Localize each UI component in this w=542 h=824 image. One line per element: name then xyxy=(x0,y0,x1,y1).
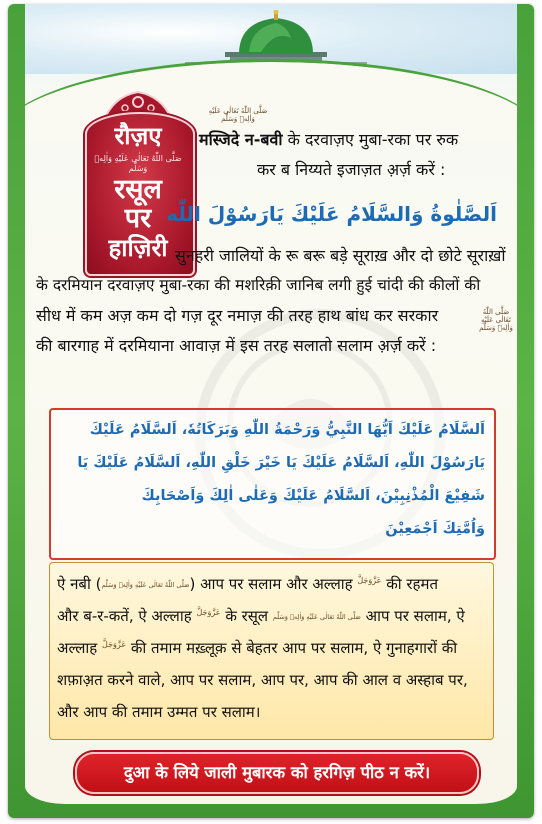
salam-line-4: وَاُمَّتِكَ اَجْمَعِيْنَ xyxy=(385,521,485,537)
tr-l2b: के रसूल xyxy=(220,607,269,625)
tr-l2c: आप पर सलाम, ऐ xyxy=(360,607,465,625)
badge-line1: रौज़ए xyxy=(114,122,162,150)
tr-l1b: ) आप पर सलाम और अल्लाह xyxy=(189,575,353,593)
body-line-4: की बारगाह में दरमियाना आवाज़ में इस तरह सलातो सलाम अ़र्ज़ करें : xyxy=(36,336,437,355)
salam-line-1: اَلسَّلَامُ عَلَيْكَ اَيُّهَا النَّبِيُّ وَرَحْمَةُ اللّٰهِ وَبَرَكَاتُهٗ، اَلسَّلَامُ عَلَيْكَ xyxy=(89,422,485,438)
intro-line1 xyxy=(199,124,458,155)
body-line-2: के दरमियान दरवाज़ए मुबा-रका की मशरिक़ी जानिब लगी हुई चांदी की कीलों की xyxy=(36,276,481,294)
translation-line-4: शफ़ाअ़त करने वाले, आप पर सलाम, आप पर, आप की आल व अस्हाब पर, xyxy=(57,671,468,689)
badge-honorific: صَلَّى اللّٰهُ تَعَالٰی عَلَيْهِ وَاٰلِهٖ وَسَلَّم xyxy=(94,154,182,173)
tr-azza-2: عَزَّوَجَلَّ xyxy=(196,608,221,617)
body-line-3: सीध में कम अज़ कम दो गज़ दूर नमाज़ की तरह हाथ बांध कर सरकार xyxy=(36,306,439,325)
intro-line1-rest: के दरवाज़ए मुबा-रका पर रुक xyxy=(282,130,459,149)
translation-line-3 xyxy=(57,633,457,664)
intro-line2: कर ब निय्यते इजाज़त अ़र्ज़ करें : xyxy=(257,160,446,179)
salam-line-2: يَارَسُوْلَ اللّٰهِ، اَلسَّلَامُ عَلَيْكَ يَا خَيْرَ خَلْقِ اللّٰهِ، اَلسَّلَامُ عَلَيْكَ يَا xyxy=(77,455,485,471)
tr-l2a: और ब-र-कतें, ऐ अल्लाह xyxy=(57,607,192,625)
poster-panel xyxy=(25,4,517,804)
badge-line2: रसूल xyxy=(114,174,162,205)
translation-line-5: और आप की तमाम उम्मत पर सलाम। xyxy=(57,703,261,721)
poster-frame xyxy=(8,4,534,818)
tr-l1c: की रहमत xyxy=(381,575,438,593)
badge-line3: पर xyxy=(124,203,152,234)
tr-azza-3: عَزَّوَجَلَّ xyxy=(102,640,127,649)
warning-banner: दुआ के लिये जाली मुबारक को हरगिज़ पीठ न करें। xyxy=(75,752,479,794)
arabic-greeting: اَلصَّلٰوةُ وَالسَّلَامُ عَلَيْكَ يَارَسُوْلَ اللّٰه xyxy=(166,202,497,226)
tr-l2-honorific: صَلَّى اللّٰهُ تَعَالٰی عَلَيْهِ وَاٰلِهٖ وَسَلَّم xyxy=(272,612,361,621)
translation-line-2 xyxy=(57,601,465,632)
honorific-small: صَلَّى اللّٰهُ تَعَالٰی عَلَيْهِ وَاٰلِهٖ وَسَلَّم xyxy=(208,107,268,123)
badge-line4: हाज़िरी xyxy=(108,234,168,262)
translation-line-1 xyxy=(57,569,438,600)
tr-l3b: की तमाम मख़्लूक़ से बेहतर आप पर सलाम, ऐ गुनाहगारों की xyxy=(126,639,458,657)
tr-l1-honorific: صَلَّى اللّٰهُ تَعَالٰی عَلَيْهِ وَاٰلِهٖ وَسَلَّم xyxy=(101,580,190,589)
tr-l3a: अल्लाह xyxy=(57,639,98,657)
salam-line-3: شَفِيْعَ الْمُذْنِبِيْنَ، اَلسَّلَامُ عَلَيْكَ وَعَلٰى اٰلِكَ وَاَصْحَابِكَ xyxy=(141,488,485,504)
body-line-1: सुनहरी जालियों के रू बरू बड़े सूराख़ और दो छोटे सूराख़ों xyxy=(175,246,506,265)
tr-l1a: ऐ नबी ( xyxy=(57,575,102,593)
masjid-nabawi-label: मस्जिदे न-बवी xyxy=(199,130,283,149)
tr-azza-1: عَزَّوَجَلَّ xyxy=(357,576,382,585)
honorific-sarkar: صَلَّى اللّٰهُ تَعَالٰی عَلَيْهِ وَاٰلِهٖ وَسَلَّم xyxy=(479,308,513,332)
